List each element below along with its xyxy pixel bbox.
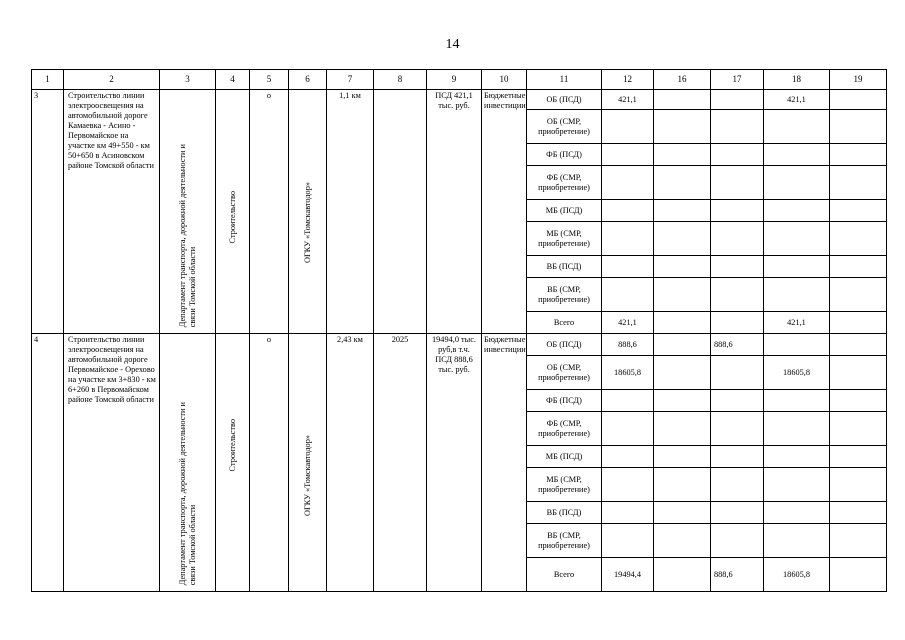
amount-cell — [654, 278, 711, 312]
amount-cell — [654, 412, 711, 446]
amount-cell — [711, 166, 764, 200]
length-cell: 1,1 км — [327, 90, 374, 334]
budget-line-label: ВБ (ПСД) — [527, 502, 602, 524]
organization-cell — [289, 90, 327, 334]
amount-cell — [830, 166, 887, 200]
amount-cell — [602, 222, 654, 256]
amount-cell — [602, 200, 654, 222]
header-cell: 4 — [216, 70, 250, 90]
funding-source-cell: Бюджетные инвестиции — [482, 334, 527, 592]
amount-cell — [830, 446, 887, 468]
header-cell: 16 — [654, 70, 711, 90]
header-cell: 11 — [527, 70, 602, 90]
table-row — [32, 334, 887, 356]
header-cell: 8 — [374, 70, 427, 90]
organization-cell — [289, 334, 327, 592]
amount-cell — [764, 222, 830, 256]
amount-cell — [654, 110, 711, 144]
amount-cell — [830, 468, 887, 502]
amount-cell — [602, 390, 654, 412]
amount-cell — [654, 468, 711, 502]
amount-cell: 888,6 — [711, 558, 764, 592]
table-row — [32, 90, 887, 110]
header-cell: 1 — [32, 70, 64, 90]
work-type-cell — [216, 334, 250, 592]
budget-line-label: ФБ (ПСД) — [527, 390, 602, 412]
amount-cell — [711, 144, 764, 166]
amount-cell — [711, 312, 764, 334]
amount-cell — [830, 278, 887, 312]
header-cell: 17 — [711, 70, 764, 90]
funding-source-cell: Бюджетные инвестиции — [482, 90, 527, 334]
amount-cell — [654, 222, 711, 256]
budget-line-label: ВБ (СМР, приобретение) — [527, 524, 602, 558]
amount-cell — [602, 468, 654, 502]
amount-cell: 18605,8 — [764, 558, 830, 592]
budget-line-label: ВБ (СМР, приобретение) — [527, 278, 602, 312]
amount-cell — [764, 390, 830, 412]
col5-cell: о — [250, 334, 289, 592]
budget-line-label: ВБ (ПСД) — [527, 256, 602, 278]
amount-cell — [602, 144, 654, 166]
budget-line-label: МБ (ПСД) — [527, 446, 602, 468]
amount-cell — [764, 166, 830, 200]
amount-cell — [830, 256, 887, 278]
budget-line-label: МБ (СМР, приобретение) — [527, 468, 602, 502]
amount-cell — [764, 110, 830, 144]
amount-cell — [830, 412, 887, 446]
work-type-cell — [216, 90, 250, 334]
work-type-text: Строительство — [227, 418, 237, 471]
amount-cell — [711, 524, 764, 558]
amount-cell — [602, 110, 654, 144]
amount-cell — [654, 502, 711, 524]
department-text: Департамент транспорта, дорожной деятельности и связи Томской области — [177, 143, 197, 327]
budget-line-label: ФБ (ПСД) — [527, 144, 602, 166]
amount-cell — [654, 524, 711, 558]
amount-cell — [764, 446, 830, 468]
amount-cell — [711, 446, 764, 468]
budget-line-label: ОБ (СМР, приобретение) — [527, 110, 602, 144]
amount-cell — [654, 90, 711, 110]
cost-cell: ПСД 421,1 тыс. руб. — [427, 90, 482, 334]
amount-cell — [711, 412, 764, 446]
year-cell: 2025 — [374, 334, 427, 592]
amount-cell — [830, 558, 887, 592]
budget-line-label: ОБ (ПСД) — [527, 90, 602, 110]
department-cell — [160, 334, 216, 592]
amount-cell — [764, 144, 830, 166]
amount-cell: 888,6 — [602, 334, 654, 356]
budget-line-label: ОБ (ПСД) — [527, 334, 602, 356]
amount-cell — [602, 278, 654, 312]
amount-cell — [602, 446, 654, 468]
amount-cell — [711, 468, 764, 502]
amount-cell — [654, 334, 711, 356]
amount-cell — [764, 334, 830, 356]
record-number: 3 — [32, 90, 64, 334]
header-cell: 3 — [160, 70, 216, 90]
amount-cell — [830, 334, 887, 356]
amount-cell: 18605,8 — [602, 356, 654, 390]
amount-cell — [764, 468, 830, 502]
amount-cell — [654, 256, 711, 278]
cost-cell: 19494,0 тыс. руб,в т.ч. ПСД 888,6 тыс. руб. — [427, 334, 482, 592]
col5-cell: о — [250, 90, 289, 334]
amount-cell: 421,1 — [602, 90, 654, 110]
page-number: 14 — [445, 37, 460, 52]
budget-line-label: Всего — [527, 558, 602, 592]
amount-cell — [830, 312, 887, 334]
header-cell: 12 — [602, 70, 654, 90]
amount-cell — [711, 390, 764, 412]
amount-cell — [830, 390, 887, 412]
amount-cell — [764, 278, 830, 312]
department-text: Департамент транспорта, дорожной деятельности и связи Томской области — [177, 401, 197, 585]
budget-line-label: ОБ (СМР, приобретение) — [527, 356, 602, 390]
amount-cell — [602, 524, 654, 558]
budget-line-label: ФБ (СМР, приобретение) — [527, 166, 602, 200]
amount-cell — [654, 390, 711, 412]
amount-cell — [711, 502, 764, 524]
header-cell: 10 — [482, 70, 527, 90]
amount-cell — [602, 256, 654, 278]
budget-line-label: ФБ (СМР, приобретение) — [527, 412, 602, 446]
object-name: Строительство линии электроосвещения на автомобильной дороге Первомайское - Орехово на участке км 3+830 - км 6+260 в Первомайском районе Томской области — [64, 334, 160, 592]
record-number: 4 — [32, 334, 64, 592]
amount-cell — [764, 524, 830, 558]
amount-cell — [830, 110, 887, 144]
amount-cell — [830, 502, 887, 524]
amount-cell — [602, 502, 654, 524]
header-cell: 7 — [327, 70, 374, 90]
amount-cell — [711, 200, 764, 222]
amount-cell — [711, 278, 764, 312]
header-cell: 5 — [250, 70, 289, 90]
object-name: Строительство линии электроосвещения на автомобильной дороге Камаевка - Асино - Первомайское на участке км 49+550 - км 50+650 в Асиновском районе Томской области — [64, 90, 160, 334]
amount-cell — [711, 256, 764, 278]
amount-cell — [654, 446, 711, 468]
budget-line-label: МБ (СМР, приобретение) — [527, 222, 602, 256]
amount-cell — [764, 502, 830, 524]
header-row — [32, 70, 887, 90]
budget-line-label: МБ (ПСД) — [527, 200, 602, 222]
amount-cell — [711, 222, 764, 256]
amount-cell — [764, 256, 830, 278]
amount-cell: 18605,8 — [764, 356, 830, 390]
amount-cell — [654, 312, 711, 334]
header-cell: 18 — [764, 70, 830, 90]
amount-cell — [654, 144, 711, 166]
amount-cell — [654, 166, 711, 200]
amount-cell — [830, 524, 887, 558]
organization-text: ОГКУ «Томскавтодор» — [302, 181, 312, 263]
amount-cell — [830, 222, 887, 256]
header-cell: 6 — [289, 70, 327, 90]
budget-line-label: Всего — [527, 312, 602, 334]
header-cell: 9 — [427, 70, 482, 90]
amount-cell — [830, 356, 887, 390]
amount-cell: 19494,4 — [602, 558, 654, 592]
amount-cell: 421,1 — [602, 312, 654, 334]
amount-cell: 421,1 — [764, 312, 830, 334]
amount-cell — [602, 166, 654, 200]
length-cell: 2,43 км — [327, 334, 374, 592]
program-table — [31, 69, 887, 592]
amount-cell — [654, 200, 711, 222]
amount-cell: 888,6 — [711, 334, 764, 356]
work-type-text: Строительство — [227, 190, 237, 243]
amount-cell — [764, 200, 830, 222]
amount-cell — [711, 356, 764, 390]
amount-cell: 421,1 — [764, 90, 830, 110]
amount-cell — [602, 412, 654, 446]
amount-cell — [830, 200, 887, 222]
amount-cell — [711, 90, 764, 110]
amount-cell — [654, 558, 711, 592]
header-cell: 19 — [830, 70, 887, 90]
amount-cell — [764, 412, 830, 446]
amount-cell — [830, 144, 887, 166]
header-cell: 2 — [64, 70, 160, 90]
year-cell — [374, 90, 427, 334]
amount-cell — [654, 356, 711, 390]
amount-cell — [830, 90, 887, 110]
department-cell — [160, 90, 216, 334]
amount-cell — [711, 110, 764, 144]
organization-text: ОГКУ «Томскавтодор» — [302, 434, 312, 516]
